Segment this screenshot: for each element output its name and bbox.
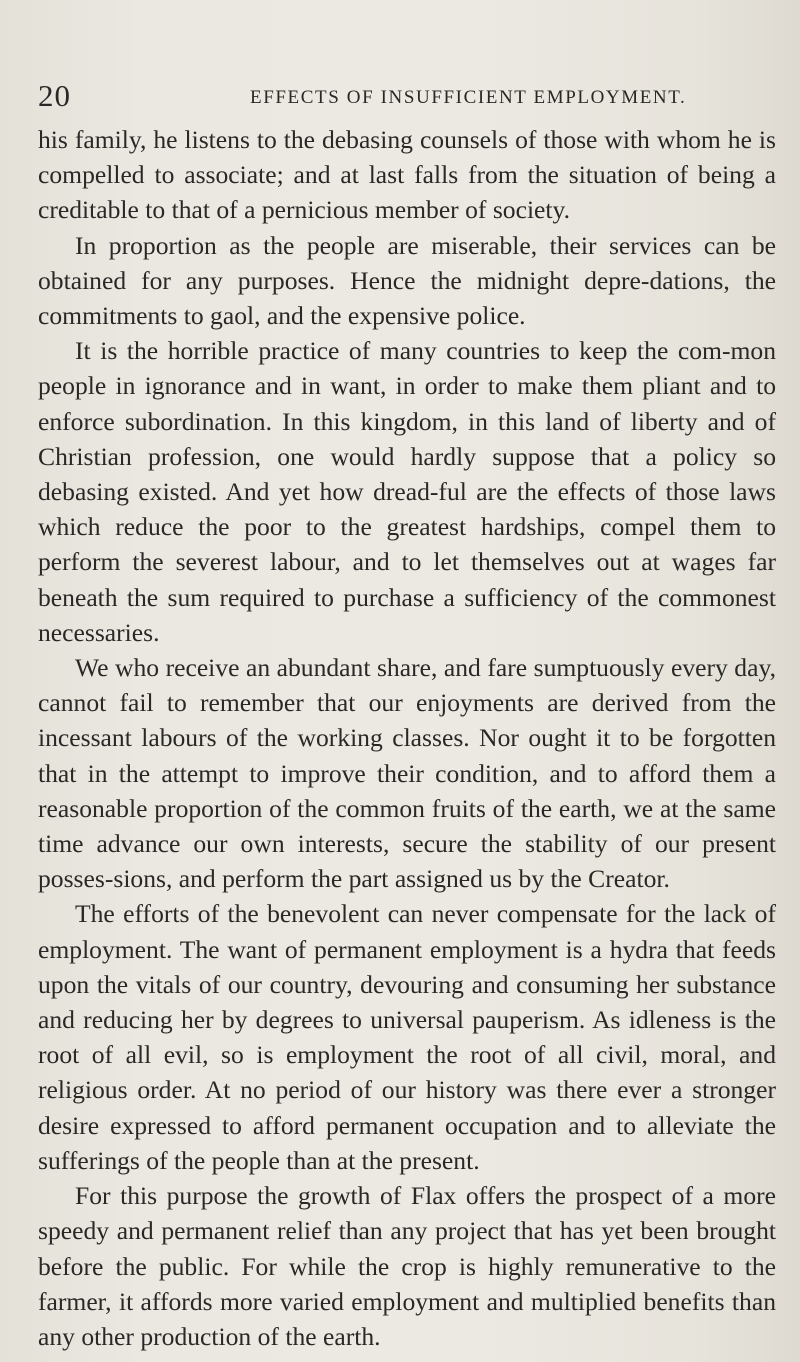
- body-text: [38, 122, 776, 1354]
- paragraph-4: We who receive an abundant share, and fare sumptuously every day, cannot fail to remember that our enjoyments are derived from the incessant labours of the working classes. Nor ought it to be forgotten that in the attempt to improve their condition, and to afford them a reasonable proportion of the common fruits of the earth, we at the same time advance our own interests, secure the stability of our present posses-sions, and perform the part assigned us by the Creator.: [38, 653, 776, 894]
- paragraph-5: The efforts of the benevolent can never compensate for the lack of employment. The want of permanent employment is a hydra that feeds upon the vitals of our country, devouring and consuming her substance and reducing her by degrees to universal pauperism. As idleness is the root of all evil, so is employment the root of all civil, moral, and religious order. At no period of our history was there ever a stronger desire expressed to afford permanent occupation and to alleviate the sufferings of the people than at the present.: [38, 899, 776, 1175]
- running-title: EFFECTS OF INSUFFICIENT EMPLOYMENT.: [250, 87, 687, 108]
- page-number: 20: [38, 78, 71, 113]
- paragraph-3: It is the horrible practice of many countries to keep the com-mon people in ignorance and in want, in order to make them pliant and to enforce subordination. In this kingdom, in this land of liberty and of Christian profession, one would hardly suppose that a policy so debasing existed. And yet how dread-ful are the effects of those laws which reduce the poor to the greatest hardships, compel them to perform the severest labour, and to let themselves out at wages far beneath the sum required to purchase a sufficiency of the commonest necessaries.: [38, 336, 776, 647]
- paragraph-2: In proportion as the people are miserable, their services can be obtained for any purposes. Hence the midnight depre-dations, the commitments to gaol, and the expensive police.: [38, 230, 776, 331]
- paragraph-6: For this purpose the growth of Flax offers the prospect of a more speedy and permanent relief than any project that has yet been brought before the public. For while the crop is highly remunerative to the farmer, it affords more varied employment and multiplied benefits than any other production of the earth.: [38, 1181, 776, 1351]
- paragraph-1: his family, he listens to the debasing counsels of those with whom he is compelled to associate; and at last falls from the situation of being a creditable to that of a pernicious member of society.: [38, 125, 776, 225]
- page-header: [38, 78, 778, 114]
